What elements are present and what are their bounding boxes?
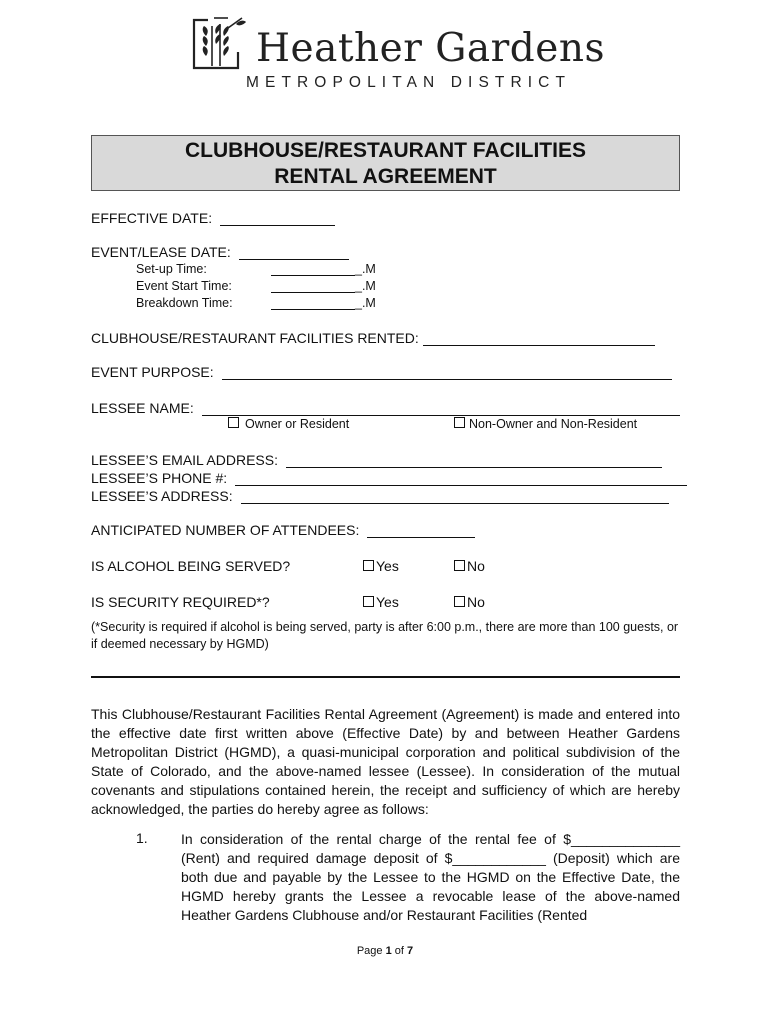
heather-gardens-logo <box>190 12 610 94</box>
owner-option[interactable] <box>228 417 349 431</box>
page-footer <box>0 945 770 957</box>
event-lease-date-label: EVENT/LEASE DATE: <box>91 244 231 260</box>
item-1-text: In consideration of the rental charge of the rental fee of $______________ (Rent) and required damage deposit of $____________ (Deposit) which are both due and payable by the Lessee to the HGMD on the Effective Date, the HGMD hereby grants the Lessee a revocable lease of the above-named Heather Gardens Clubhouse and/or Restaurant Facilities (Rented <box>181 831 680 923</box>
facilities-rented-row <box>91 330 655 346</box>
alcohol-yes-option[interactable] <box>363 558 399 574</box>
section-divider <box>91 676 680 678</box>
effective-date-field[interactable] <box>220 211 335 226</box>
effective-date-label: EFFECTIVE DATE: <box>91 210 213 226</box>
setup-time-suffix: _.M <box>355 262 376 276</box>
security-note: (*Security is required if alcohol is being served, party is after 6:00 p.m., there are more than 100 guests, or if deemed necessary by HGMD) <box>91 620 679 651</box>
security-no-checkbox[interactable] <box>454 596 465 607</box>
title-line-2: RENTAL AGREEMENT <box>274 165 497 188</box>
alcohol-yes-label: Yes <box>376 558 399 574</box>
item-number: 1. <box>136 830 148 846</box>
email-row <box>91 452 662 468</box>
event-purpose-row <box>91 364 672 380</box>
event-lease-date-field[interactable] <box>239 245 349 260</box>
address-row <box>91 488 669 504</box>
event-purpose-field[interactable] <box>222 365 672 380</box>
agreement-intro-paragraph: This Clubhouse/Restaurant Facilities Rental Agreement (Agreement) is made and entered into the effective date first written above (Effective Date) by and between Heather Gardens Metropolitan District (HGMD), a quasi-municipal corporation and political subdivision of the State of Colorado, and the above-named lessee (Lessee). In consideration of the mutual covenants and stipulations contained herein, the receipt and sufficiency of which are hereby acknowledged, the parties do hereby agree as follows: <box>91 706 680 817</box>
page-total: 7 <box>407 945 414 957</box>
breakdown-time-suffix: _.M <box>355 296 376 310</box>
page-current: 1 <box>385 945 392 957</box>
facilities-rented-field[interactable] <box>423 331 655 346</box>
alcohol-no-option[interactable] <box>454 558 485 574</box>
logo-name: Heather Gardens <box>256 26 605 71</box>
address-label: LESSEE’S ADDRESS: <box>91 488 233 504</box>
security-yes-checkbox[interactable] <box>363 596 374 607</box>
event-start-time-label: Event Start Time: <box>136 279 232 293</box>
breakdown-time-label: Breakdown Time: <box>136 296 233 310</box>
breakdown-time-field[interactable] <box>271 296 376 310</box>
lessee-name-label: LESSEE NAME: <box>91 400 194 416</box>
security-yes-option[interactable] <box>363 594 399 610</box>
address-field[interactable] <box>241 489 669 504</box>
setup-time-label: Set-up Time: <box>136 262 207 276</box>
event-start-time-suffix: _.M <box>355 279 376 293</box>
alcohol-no-label: No <box>467 558 485 574</box>
owner-checkbox[interactable] <box>228 417 239 428</box>
non-owner-option[interactable] <box>454 417 637 431</box>
setup-time-field[interactable] <box>271 262 376 276</box>
alcohol-yes-checkbox[interactable] <box>363 560 374 571</box>
title-line-1: CLUBHOUSE/RESTAURANT FACILITIES <box>185 139 586 162</box>
security-label: IS SECURITY REQUIRED*? <box>91 594 270 610</box>
lessee-name-field[interactable] <box>202 401 680 416</box>
facilities-rented-label: CLUBHOUSE/RESTAURANT FACILITIES RENTED: <box>91 330 419 346</box>
phone-field[interactable] <box>235 471 687 486</box>
non-owner-option-label: Non-Owner and Non-Resident <box>469 417 638 431</box>
alcohol-label: IS ALCOHOL BEING SERVED? <box>91 558 291 574</box>
security-yes-label: Yes <box>376 594 399 610</box>
alcohol-no-checkbox[interactable] <box>454 560 465 571</box>
page-prefix: Page <box>356 945 386 957</box>
non-owner-checkbox[interactable] <box>454 417 465 428</box>
attendees-field[interactable] <box>367 523 475 538</box>
email-label: LESSEE’S EMAIL ADDRESS: <box>91 452 278 468</box>
owner-option-label: Owner or Resident <box>245 417 350 431</box>
security-no-label: No <box>467 594 485 610</box>
page-of: of <box>391 945 408 957</box>
event-lease-date-row <box>91 244 349 260</box>
security-no-option[interactable] <box>454 594 485 610</box>
phone-label: LESSEE’S PHONE #: <box>91 470 228 486</box>
attendees-row <box>91 522 475 538</box>
document-title <box>91 135 680 191</box>
effective-date-row <box>91 210 335 226</box>
wheat-logo-icon <box>190 14 252 72</box>
phone-row <box>91 470 687 486</box>
event-start-time-field[interactable] <box>271 279 376 293</box>
logo-subtitle: METROPOLITAN DISTRICT <box>246 74 572 91</box>
event-purpose-label: EVENT PURPOSE: <box>91 364 214 380</box>
lessee-name-row <box>91 400 680 416</box>
email-field[interactable] <box>286 453 662 468</box>
attendees-label: ANTICIPATED NUMBER OF ATTENDEES: <box>91 522 360 538</box>
